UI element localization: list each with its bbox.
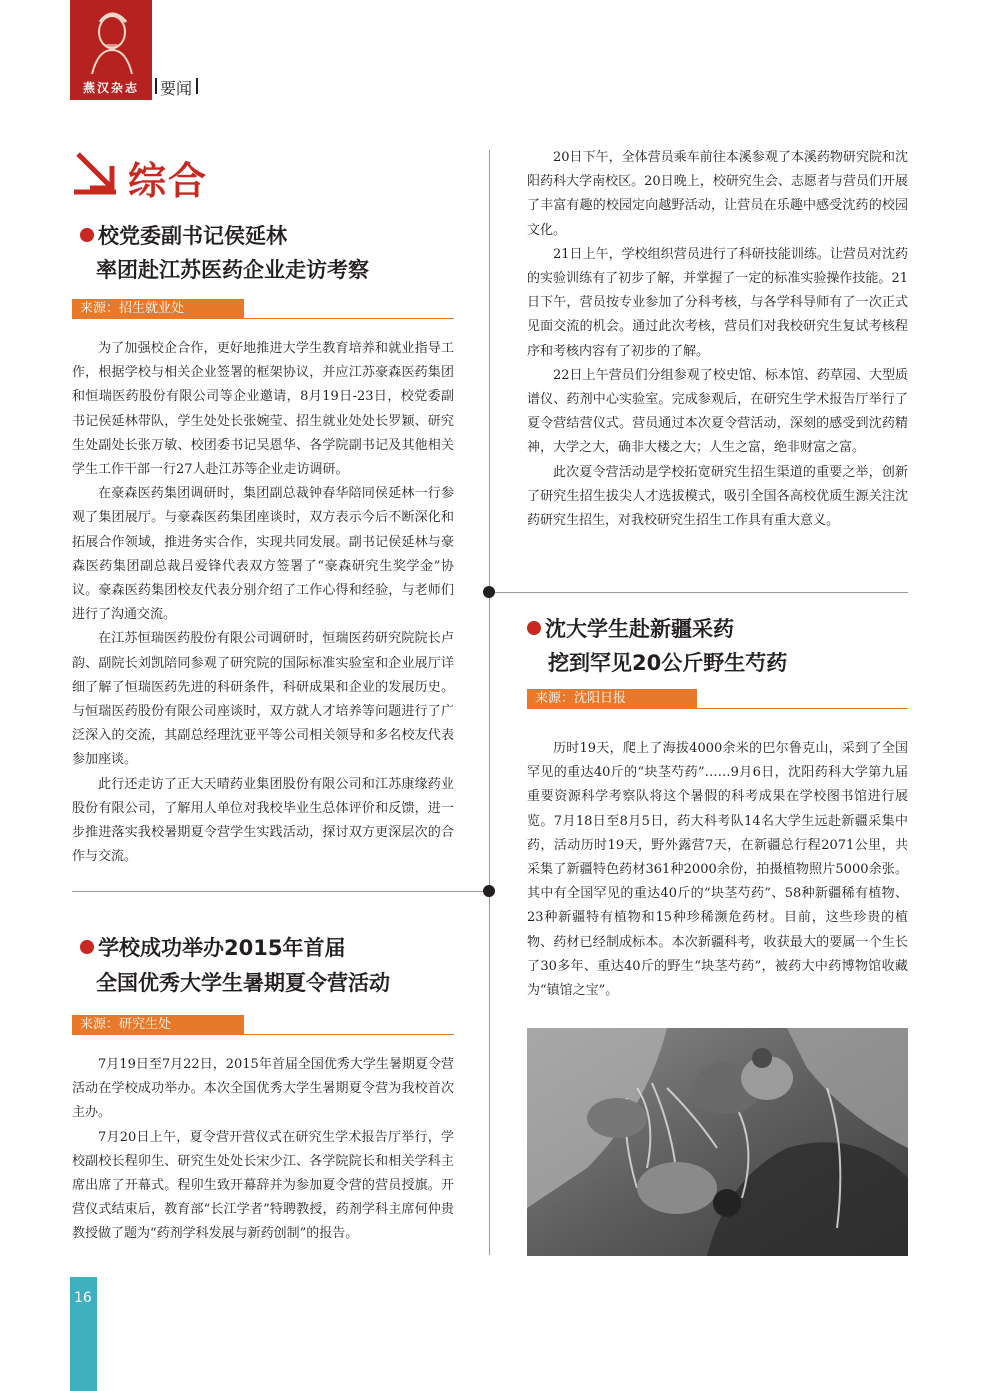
field-photo [527,1028,908,1256]
paragraph: 历时19天，爬上了海拔4000余米的巴尔鲁克山，采到了全国罕见的重达40斤的“块茎芍药”……9月6日，沈阳药科大学第九届重要资源科学考察队将这个暑假的科考成果在学校图书馆进行展览。7月18日至8月5日，药大科考队14名大学生远赴新疆采集中药，活动历时19天，野外露营7天，在新疆总行程2071公里，共采集了新疆特色药材361种2000余份，拍摄植物照片5000余张。其中有全国罕见的重达40斤的“块茎芍药”、58种新疆稀有植物、23种新疆特有植物和15种珍稀濒危药材。目前，这些珍贵的植物、药材已经制成标本。本次新疆科考，收获最大的要属一个生长了30多年、重达40斤的野生“块茎芍药”，被药大中药博物馆收藏为“镇馆之宝”。 [527,741,908,999]
herb-digging-photo [527,1028,908,1256]
paragraph: 21日上午，学校组织营员进行了科研技能训练。让营员对沈药的实验训练有了初步了解，并掌握了一定的标准实验操作技能。21日下午，营员按专业参加了分科考核，与各学科导师有了一次正式见面交流的机会。通过此次考核，营员们对我校研究生复试考核程序和考核内容有了初步的了解。 [527,246,908,359]
header-divider [155,78,157,94]
arrow-icon [70,150,120,196]
source-underline [244,318,454,319]
paragraph: 在江苏恒瑞医药股份有限公司调研时，恒瑞医药研究院院长卢韵、副院长刘凯陪同参观了研究院的国际标准实验室和企业展厅详细了解了恒瑞医药先进的科研条件，科研成果和企业的发展历史。与恒瑞医药股份有限公司座谈时，双方就人才培养等问题进行了广泛深入的交流，其副总经理沈亚平等公司相关领导和多名校友代表参加座谈。 [72,631,454,768]
article-3-source: 来源：沈阳日报 [527,689,697,709]
article-3-headline-2: 挖到罕见20公斤野生芍药 [548,651,788,675]
article-3-body [527,737,908,1003]
article-2-headline: 学校成功举办2015年首届 [80,931,345,965]
paragraph: 为了加强校企合作，更好地推进大学生教育培养和就业指导工作，根据学校与相关企业签署的框架协议，并应江苏豪森医药集团和恒瑞医药股份有限公司等企业邀请，8月19日-23日，校党委副书记侯延林带队，学生处处长张婉莹、招生就业处处长罗颖、研究生处副处长张万敏、校团委书记吴恩华、各学院副书记及其他相关学生工作干部一行27人赴江苏等企业走访调研。 [72,341,454,478]
page-number: 16 [74,1290,92,1306]
header-divider [196,78,198,94]
source-underline [244,1034,454,1035]
article-1-headline-2: 率团赴江苏医药企业走访考察 [96,258,369,282]
paragraph: 在豪森医药集团调研时，集团副总裁钟春华陪同侯延林一行参观了集团展厅。与豪森医药集团座谈时，双方表示今后不断深化和拓展合作领域，推进务实合作，实现共同发展。副书记侯延林与豪森医药集团副总裁吕爱锋代表双方签署了“豪森研究生奖学金”协议。豪森医药集团校友代表分别介绍了工作心得和经验，与老师们进行了沟通交流。 [72,486,454,623]
section-title: 综合 [128,159,209,203]
article-separator [495,592,908,593]
column-divider [489,150,490,1255]
paragraph: 此行还走访了正大天晴药业集团股份有限公司和江苏康缘药业股份有限公司，了解用人单位对我校毕业生总体评价和反馈，进一步推进落实我校暑期夏令营学生实践活动，探讨双方更深层次的合作与交流。 [72,776,454,865]
paragraph: 7月20日上午，夏令营开营仪式在研究生学术报告厅举行，学校副校长程卯生、研究生处处长宋少江、各学院院长和相关学科主席出席了开幕式。程卯生致开幕辞并为参加夏令营的营员授旗。开营仪式结束后，教育部“长江学者”特聘教授，药剂学科主席何仲贵教授做了题为“药剂学科发展与新药创制”的报告。 [72,1129,454,1242]
article-1-source: 来源：招生就业处 [72,299,244,319]
section-label: 要闻 [160,79,193,98]
source-underline [697,708,908,709]
article-2-source: 来源：研究生处 [72,1015,244,1035]
bullet-icon [80,228,94,242]
separator-dot [483,885,495,897]
article-separator [72,891,484,892]
article-2-continued [527,146,908,533]
article-3-headline: 沈大学生赴新疆采药 [527,612,734,646]
magazine-logo-text: 燕汉杂志 [70,78,152,98]
paragraph: 20日下午，全体营员乘车前往本溪参观了本溪药物研究院和沈阳药科大学南校区。20日晚上，校研究生会、志愿者与营员们开展了丰富有趣的校园定向越野活动，让营员在乐趣中感受沈药的校园文化。 [527,150,908,238]
portrait-icon [70,0,152,78]
article-1-headline: 校党委副书记侯延林 [80,219,287,253]
article-1-body [72,337,454,869]
article-2-body [72,1053,454,1247]
bullet-icon [80,940,94,954]
paragraph: 7月19日至7月22日，2015年首届全国优秀大学生暑期夏令营活动在学校成功举办。本次全国优秀大学生暑期夏令营为我校首次主办。 [72,1057,454,1121]
separator-dot [483,586,495,598]
paragraph: 此次夏令营活动是学校拓宽研究生招生渠道的重要之举，创新了研究生招生拔尖人才选拔模式，吸引全国各高校优质生源关注沈药研究生招生，对我校研究生招生工作具有重大意义。 [527,464,908,529]
article-2-headline-2: 全国优秀大学生暑期夏令营活动 [96,971,390,995]
paragraph: 22日上午营员们分组参观了校史馆、标本馆、药草园、大型质谱仪、药剂中心实验室。完成参观后，在研究生学术报告厅举行了夏令营结营仪式。营员通过本次夏令营活动，深刻的感受到沈药精神，大学之大，确非大楼之大；人生之富，绝非财富之富。 [527,367,908,456]
bullet-icon [527,621,541,635]
